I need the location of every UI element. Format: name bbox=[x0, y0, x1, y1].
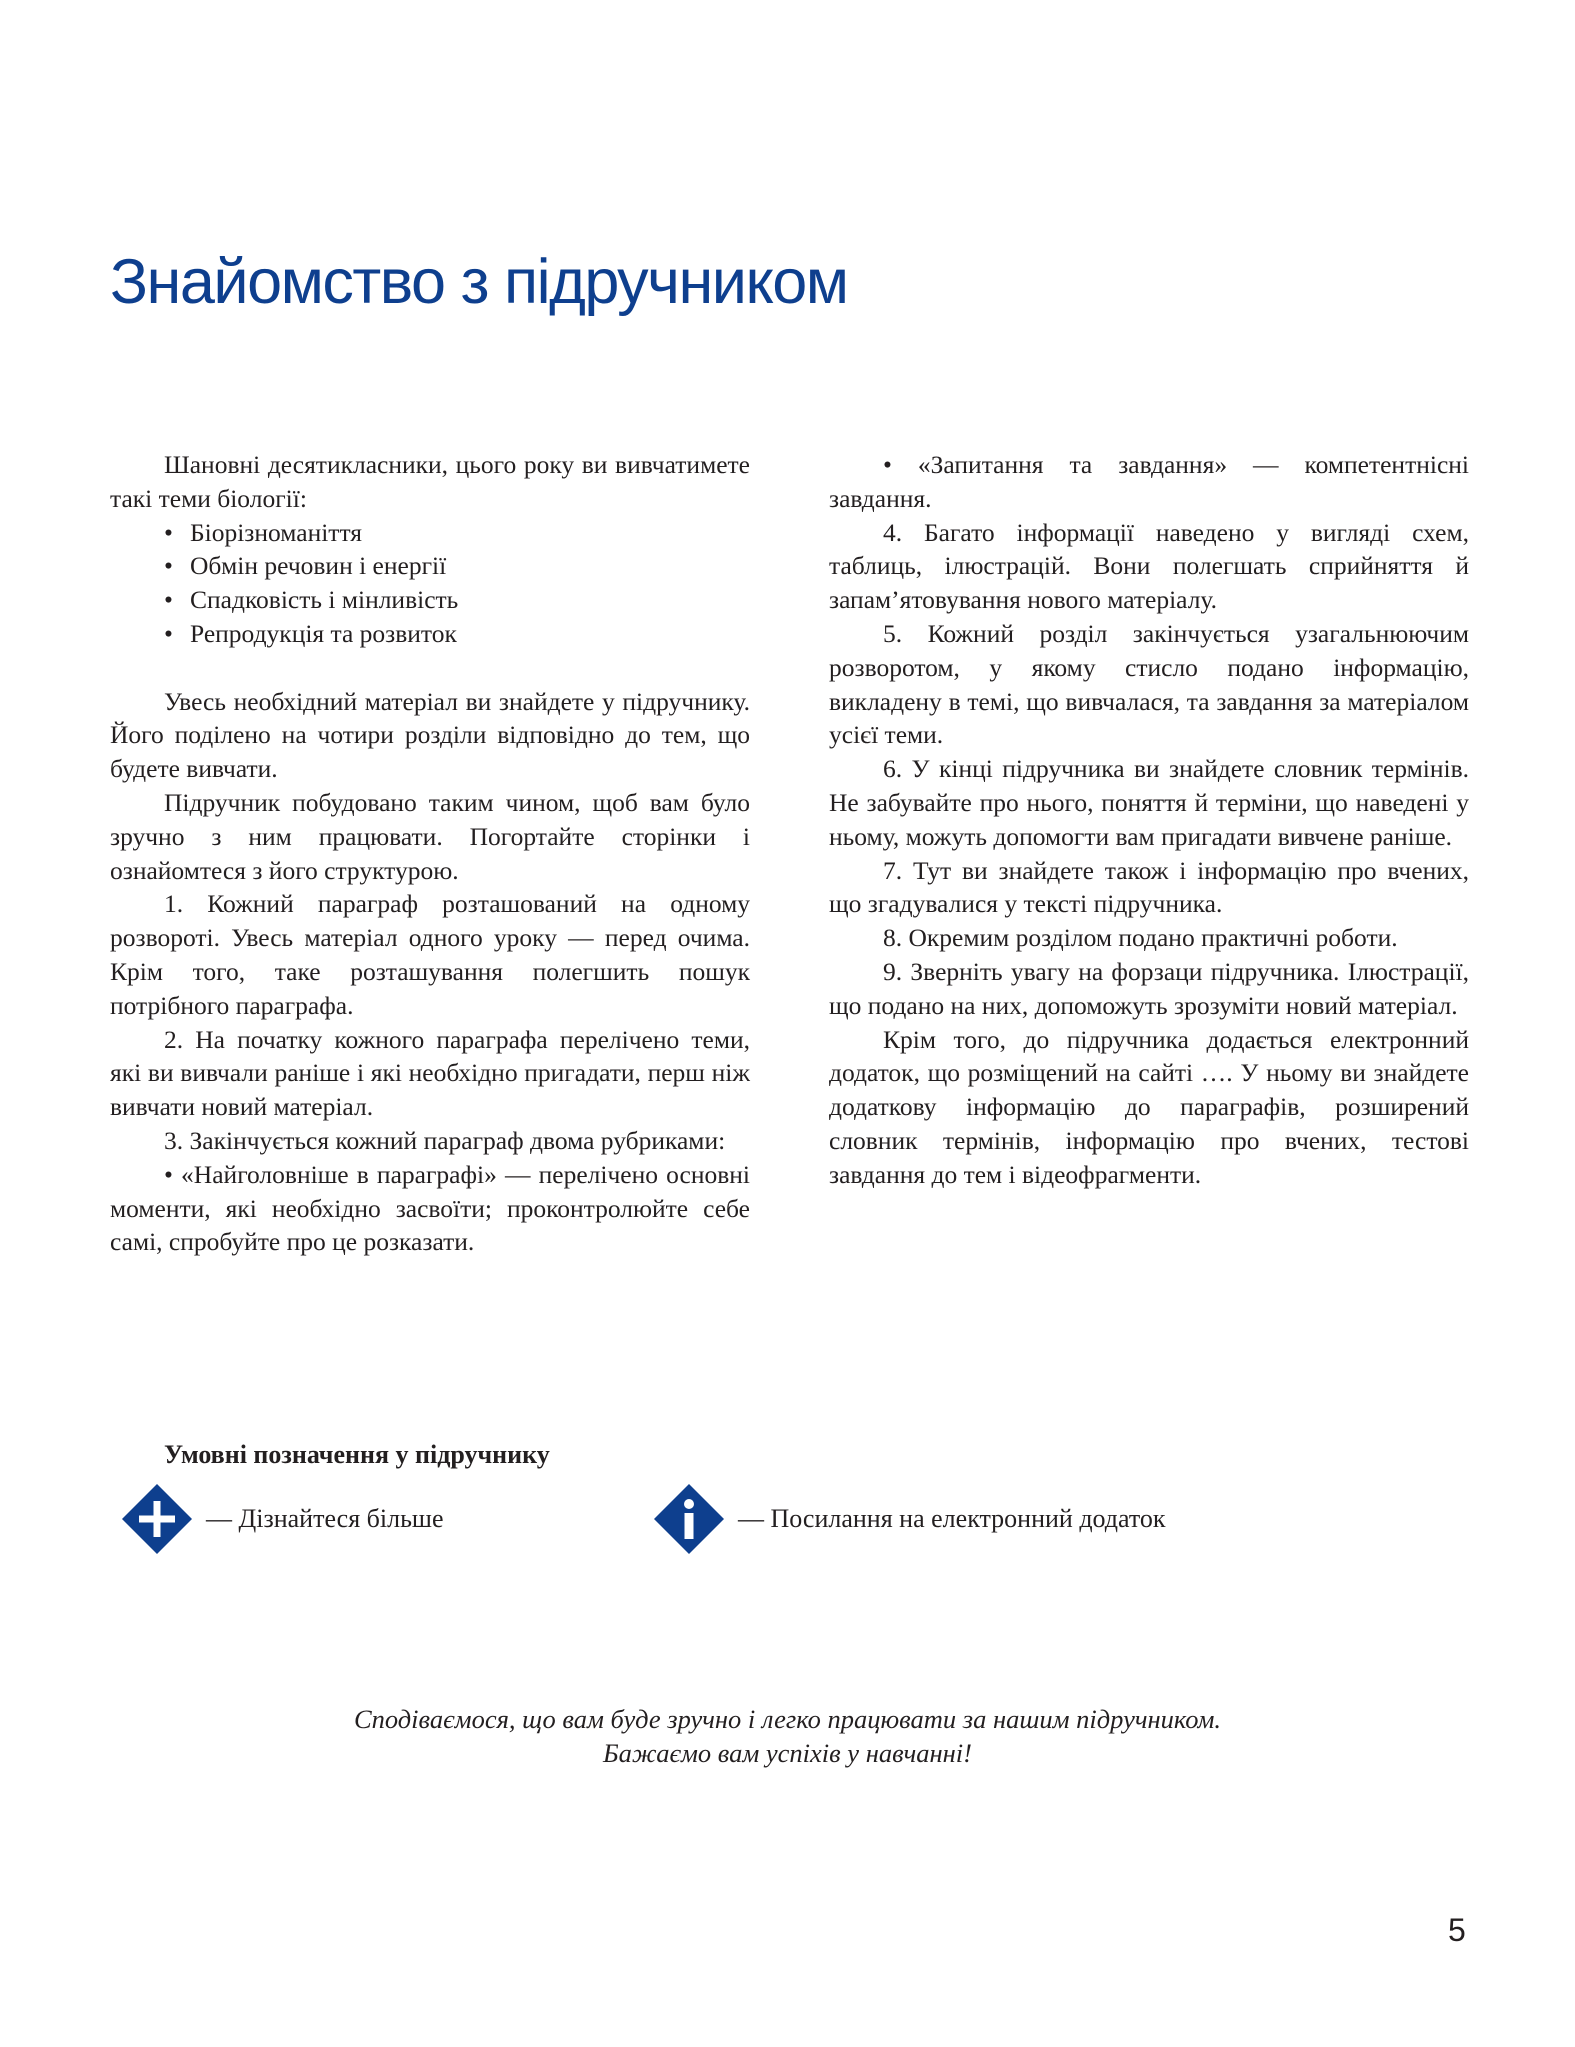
closing-message bbox=[0, 1702, 1575, 1770]
page-title: Знайомство з підручником bbox=[110, 247, 848, 317]
body-paragraph: 2. На початку кожного параграфа перелічено теми, які ви вивчали раніше і які необхідно пригадати, перш ніж вивчати новий матеріал. bbox=[110, 1024, 750, 1122]
legend-title: Умовні позначення у підручнику bbox=[164, 1440, 550, 1469]
legend-label: — Дізнайтеся більше bbox=[206, 1504, 444, 1533]
topics-list bbox=[110, 516, 750, 651]
closing-line: Бажаємо вам успіхів у навчанні! bbox=[603, 1738, 972, 1768]
legend-item-learn-more bbox=[122, 1484, 444, 1554]
topic-text: Спадковість і мінливість bbox=[190, 585, 459, 615]
body-paragraph: Увесь необхідний матеріал ви знайдете у підручнику. Його поділено на чотири розділи відповідно до тем, що будете вивчати. bbox=[110, 686, 750, 784]
bullet: • bbox=[164, 618, 173, 648]
topic-text: Обмін речовин і енергії bbox=[190, 551, 447, 581]
intro-paragraph: Шановні десятикласники, цього року ви вивчатимете такі теми біології: bbox=[110, 450, 750, 513]
list-item bbox=[164, 583, 750, 617]
list-item bbox=[164, 617, 750, 651]
body-paragraph: 4. Багато інформації наведено у вигляді схем, таблиць, ілюстрацій. Вони полегшать сприйняття й запам’ятовування нового матеріалу. bbox=[829, 517, 1469, 615]
body-paragraph: 5. Кожний розділ закінчується узагальнюючим розворотом, у якому стисло подано інформацію, викладену в темі, що вивчалася, та завдання за матеріалом усієї теми. bbox=[829, 618, 1469, 750]
page-number: 5 bbox=[1448, 1912, 1466, 1948]
body-paragraph: 7. Тут ви знайдете також і інформацію про вчених, що згадувалися у тексті підручника. bbox=[829, 855, 1469, 919]
list-item bbox=[164, 549, 750, 583]
body-paragraph: Крім того, до підручника додається електронний додаток, що розміщений на сайті …. У ньому ви знайдете додаткову інформацію до параграфів, розширений словник термінів, інформацію про вчених, тестові завдання до тем і відеофрагменти. bbox=[829, 1024, 1469, 1189]
body-paragraph: • «Найголовніше в параграфі» — перелічено основні моменти, які необхідно засвоїти; проконтролюйте себе самі, спробуйте про це розказати. bbox=[110, 1159, 750, 1257]
plus-icon bbox=[122, 1484, 192, 1554]
body-paragraph: 1. Кожний параграф розташований на одному розвороті. Увесь матеріал одного уроку — перед очима. Крім того, таке розташування полегшить пошук потрібного параграфа. bbox=[110, 889, 750, 1020]
body-paragraph: Підручник побудовано таким чином, щоб вам було зручно з ним працювати. Погортайте сторінки і ознайомтеся з його структурою. bbox=[110, 787, 750, 885]
legend-item-e-supplement bbox=[654, 1484, 1166, 1554]
body-paragraph: 9. Зверніть увагу на форзаци підручника. Ілюстрації, що подано на них, допоможуть зрозуміти новий матеріал. bbox=[829, 956, 1469, 1020]
right-column bbox=[829, 448, 1469, 1192]
closing-line: Сподіваємося, що вам буде зручно і легко працювати за нашим підручником. bbox=[353, 1704, 1222, 1734]
left-column bbox=[110, 448, 750, 1259]
body-paragraph: • «Запитання та завдання» — компетентнісні завдання. bbox=[829, 450, 1469, 513]
info-icon bbox=[654, 1484, 724, 1554]
list-item bbox=[164, 516, 750, 550]
body-paragraph: 3. Закінчується кожний параграф двома рубриками: bbox=[164, 1125, 726, 1155]
topic-text: Репродукція та розвиток bbox=[190, 618, 457, 648]
bullet: • bbox=[164, 585, 173, 615]
topic-text: Біорізноманіття bbox=[190, 517, 362, 547]
body-paragraph: 6. У кінці підручника ви знайдете словник термінів. Не забувайте про нього, поняття й терміни, що наведені у ньому, можуть допомогти вам пригадати вивчене раніше. bbox=[829, 754, 1469, 851]
bullet: • bbox=[164, 517, 173, 547]
body-paragraph: 8. Окремим розділом подано практичні роботи. bbox=[883, 923, 1398, 953]
bullet: • bbox=[164, 551, 173, 581]
legend-label: — Посилання на електронний додаток bbox=[738, 1504, 1166, 1533]
